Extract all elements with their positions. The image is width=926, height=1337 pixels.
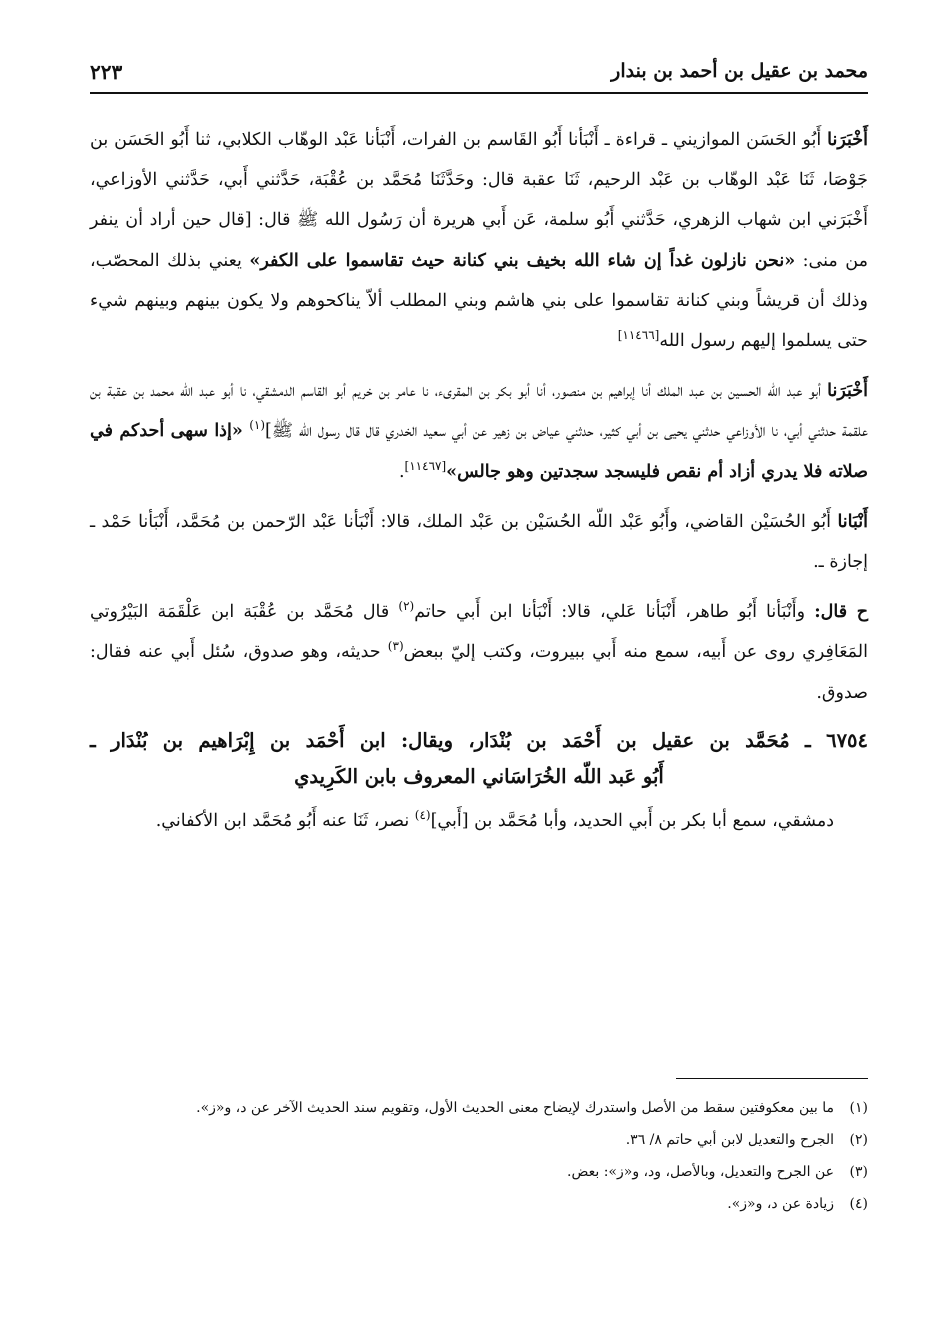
- biography-text: دمشقي، سمع أبا بكر بن أَبي الحديد، وأبا مُحَمَّد بن [أَبي]: [430, 810, 834, 831]
- footnote-text: عن الجرح والتعديل، وبالأصل، ود، و«ز»: بعض.: [567, 1164, 834, 1180]
- footnote-number: (٣): [849, 1164, 868, 1180]
- hadith-number: [١١٤٦٦]: [617, 328, 660, 343]
- footnote-text: الجرح والتعديل لابن أبي حاتم ٨/ ٣٦.: [625, 1132, 834, 1148]
- paragraph-text: وأَنْبَأنا أَبُو طاهر، أَنْبَأنا عَلي، قالا: أَنْبَأنا ابن أَبي حاتم: [414, 602, 815, 623]
- page-header: [90, 58, 868, 94]
- paragraph-text-continued: قال مُحَمَّد بن عُقْبَة ابن عَلْقَمَة البَيْرُوتي المَعَافِري روى عن أَبيه، سمع منه أَبي ببيروت، وكتب إليّ ببعض: [90, 602, 868, 663]
- narrator-paragraph: [90, 592, 868, 713]
- footnote-number: (١): [849, 1100, 868, 1116]
- hadith-number: [١١٤٦٧]: [404, 458, 447, 473]
- footnote-reference[interactable]: (٢): [398, 599, 415, 614]
- footnote-item: [90, 1160, 868, 1184]
- biography-text-end: نصر، ثَنَا عنه أَبُو مُحَمَّد ابن الأكفاني.: [155, 810, 415, 831]
- paragraph-text: أبو عبد اللّه الحسين بن عبد الملك أنا إبراهيم بن منصور، أنا أبو بكر بن المقرىء، نا عامر بن خريم أبو القاسم الدمشقي، نا أبو عبد اللّه محمد بن عقبة بن علقمة حدثني أبي، نا الأوزاعي حدثني يحيى بن أبي كثير، حدثني عياض بن زهير عن أبي سعيد الخدري قال قال رسول الله ﷺ]: [90, 381, 868, 442]
- paragraph-tail: يعني بذلك المحصّب، وذلك أن قريشاً وبني كنانة تقاسموا على بني هاشم وبني المطلب ألاّ يناكحوهم ولا يكون بينهم وبينهم شيء حتى يسلموا إليهم رسول الله: [90, 250, 868, 352]
- footnotes: [90, 1096, 868, 1224]
- paragraph-lead: أَخْبَرَنا: [827, 381, 868, 402]
- hadith-paragraph-2: [90, 371, 868, 492]
- hadith-quote: «إذا سهى أحدكم في صلاته فلا يدري أزاد أم نقص فليسجد سجدتين وهو جالس»: [90, 421, 868, 482]
- entry-heading-line-2: أَبُو عَبد اللّه الخُرَاسَاني المعروف بابن الكَرِيدي: [294, 764, 664, 788]
- footnote-item: [90, 1128, 868, 1152]
- entry-heading-line-1: ٦٧٥٤ ـ مُحَمَّد بن عقيل بن أَحْمَد بن بُنْدَار، ويقال: ابن أَحْمَد بن إِبْرَاهيم بن بُنْدَار ـ: [90, 728, 868, 752]
- page-number: ٢٢٣: [90, 60, 123, 84]
- footnote-item: [90, 1192, 868, 1216]
- paragraph-lead: أَخْبَرَنا: [827, 130, 868, 150]
- paragraph-text-end: حديثه، وهو صدوق، سُئل أَبي عنه فقال: صدوق.: [90, 642, 868, 703]
- paragraph-lead: ح قال:: [814, 602, 869, 623]
- paragraph-text: أَبُو الحُسَيْن القاضي، وأَبُو عَبْد اللّه الحُسَيْن بن عَبْد الملك، قالا: أَنْبَأنا عَبْد الرّحمن بن مُحَمَّد، أَنْبَأنا حَمْد ـ إجازة ـ.: [90, 511, 868, 573]
- main-text: [90, 120, 868, 851]
- footnote-reference[interactable]: (١): [249, 418, 266, 433]
- paragraph-end: .: [398, 461, 405, 482]
- paragraph-text: أَبُو الحَسَن الموازيني ـ قراءة ـ أَنْبَأنا أَبُو القَاسم بن الفرات، أَنْبَأنا عَبْد الوهّاب الكلابي، ثنا أَبُو الحَسَن بن جَوْصَا، ثَنَا عَبْد الوهّاب بن عَبْد الرحيم، ثَنَا عقبة قال: وحَدَّثَنَا مُحَمَّد بن عُقْبَة، حَدَّثني أَبي، حَدَّثني الأوزاعي، أَخْبَرَني ابن شهاب الزهري، حَدَّثني أَبُو سلمة، عَن أَبي هريرة أن رَسُول الله ﷺ قال: [قال حين أراد أن ينفر من منى:: [90, 130, 868, 271]
- footnote-reference[interactable]: (٣): [387, 639, 404, 654]
- footnote-text: زيادة عن د، و«ز».: [727, 1196, 834, 1212]
- entry-heading: [90, 723, 868, 795]
- isnad-paragraph: [90, 502, 868, 582]
- hadith-paragraph-1: [90, 120, 868, 361]
- running-title: محمد بن عقيل بن أحمد بن بندار: [611, 60, 868, 82]
- footnote-number: (٢): [849, 1132, 868, 1148]
- hadith-quote: «نحن نازلون غداً إن شاء الله بخيف بني كنانة حيث تقاسموا على الكفر»: [249, 250, 796, 271]
- entry-biography: [90, 801, 868, 841]
- footnote-divider: [676, 1078, 868, 1079]
- paragraph-lead: أَنْبَانا: [837, 511, 868, 532]
- footnote-number: (٤): [849, 1196, 868, 1212]
- footnote-reference[interactable]: (٤): [414, 808, 431, 823]
- footnote-item: [90, 1096, 868, 1120]
- footnote-text: ما بين معكوفتين سقط من الأصل واستدرك لإيضاح معنى الحديث الأول، وتقويم سند الحديث الآخر عن د، و«ز».: [196, 1100, 834, 1116]
